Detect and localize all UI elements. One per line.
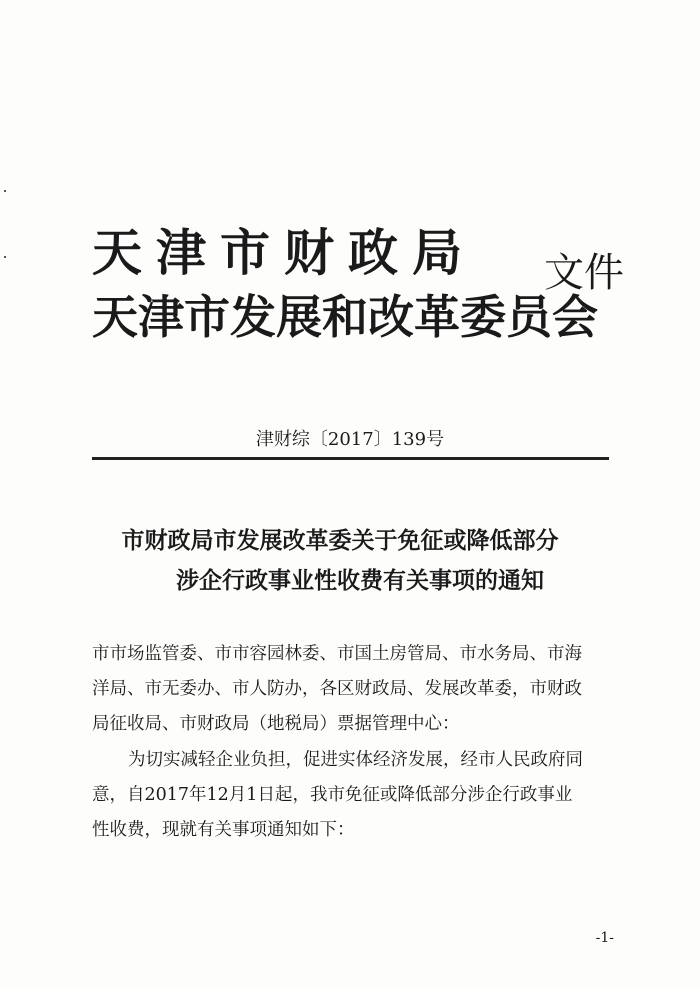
body-line: 性收费，现就有关事项通知如下： [92,820,355,840]
body-paragraph [92,743,617,848]
addressee-line: 市市场监管委、市市容园林委、市国土房管局、市水务局、市海 [92,644,582,664]
scan-mark [4,256,6,258]
issuer-finance-bureau: 天津市财政局 [92,224,476,282]
body-line: 为切实减轻企业负担，促进实体经济发展，经市人民政府同 [128,750,583,770]
document-title-line-1: 市财政局市发展改革委关于免征或降低部分 [121,528,559,554]
page-number: -1- [595,930,614,946]
body-line: 意，自2017年12月1日起，我市免征或降低部分涉企行政事业 [92,785,573,805]
issuer-development-reform-commission: 天津市发展和改革委员会 [92,290,598,344]
scan-mark [4,190,6,192]
document-type-label: 文件 [544,250,624,296]
document-number: 津财综〔2017〕139号 [255,429,445,450]
header-divider [92,457,609,460]
addressee-line: 洋局、市无委办、市人防办，各区财政局、发展改革委，市财政 [92,679,582,699]
addressee-line: 局征收局、市财政局（地税局）票据管理中心： [92,714,460,734]
addressee-block [92,637,617,742]
document-title-line-2: 涉企行政事业性收费有关事项的通知 [176,568,544,594]
document-header [92,205,652,355]
